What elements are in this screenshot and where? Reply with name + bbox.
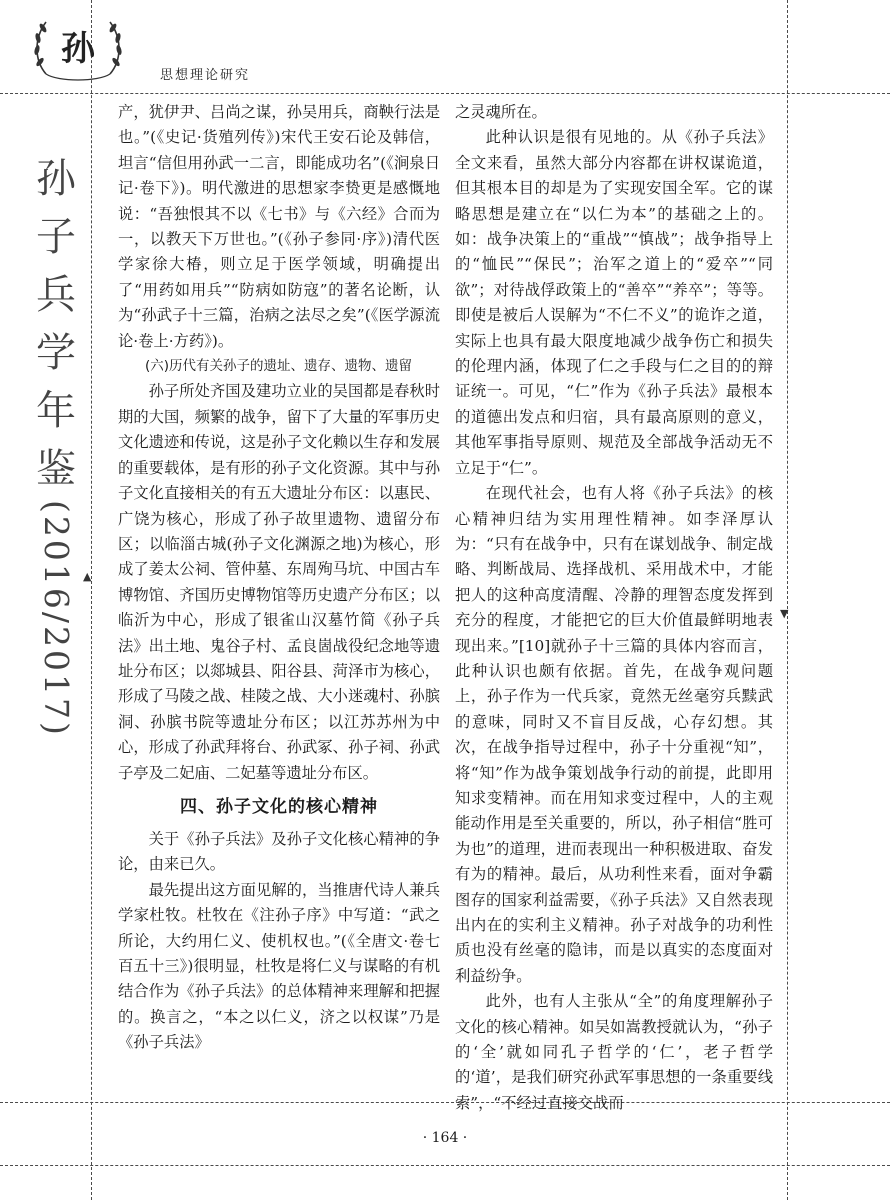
vertical-book-title [26,150,86,738]
left-dashed-line [91,0,92,1200]
triangle-up-icon: ▲ [83,570,92,583]
laurel-emblem-logo [28,10,128,88]
page-number: · 164 · [422,1130,468,1146]
paragraph: 之灵魂所在。 [455,103,547,121]
paragraph: 此外，也有人主张从“全”的角度理解孙子文化的核心精神。如吴如嵩教授就认为，“孙子的‘全’就如同孔子哲学的‘仁’，老子哲学的‘道’，是我们研究孙武军事思想的一条重要线索”，“不经过直接交战而 [455,992,773,1112]
title-char: 鉴 [36,446,76,492]
paragraph: 此种认识是很有见地的。从《孙子兵法》全文来看，虽然大部分内容都在讲权谋诡道，但其根本目的却是为了实现安国全军。它的谋略思想是建立在“以仁为本”的基础之上的。如：战争决策上的“重战”“慎战”；战争指导上的“恤民”“保民”；治军之道上的“爱卒”“同欲”；对待战俘政策上的“善卒”“养卒”；等等。即使是被后人误解为“不仁不义”的诡诈之道，实际上也具有最大限度地减少战争伤亡和损失的伦理内涵，体现了仁之手段与仁之目的的辩证统一。可见，“仁”作为《孙子兵法》最根本的道德出发点和归宿，具有最高原则的意义，其他军事指导原则、规范及全部战争活动无不立足于“仁”。 [455,128,773,477]
paragraph: 产，犹伊尹、吕尚之谋，孙吴用兵，商鞅行法是也。”(《史记·货殖列传》)宋代王安石论及韩信，坦言“信但用孙武一二言，即能成功名”(《涧泉日记·卷下》)。明代激进的思想家李贽更是感慨地说：“吾独恨其不以《七书》与《六经》合而为一，以教天下万世也。”(《孙子参同·序》)清代医学家徐大椿，则立足于医学领域，明确提出了“用药如用兵”“防病如防寇”的著名论断，认为“孙武子十三篇，治病之法尽之矣”(《医学源流论·卷上·方药》)。 [118,103,440,350]
triangle-down-icon: ▼ [780,607,789,620]
logo-glyph: 孙 [61,29,95,69]
bottom-dashed-line [0,1165,890,1166]
paragraph: 在现代社会，也有人将《孙子兵法》的核心精神归结为实用理性精神。如李泽厚认为：“只有在战争中，只有在谋划战争、制定战略、判断战局、选择战机、采用战术中，才能把人的这种高度清醒、冷静的理智态度发挥到充分的程度，才能把它的巨大价值最鲜明地表现出来。”[10]就孙子十三篇的具体内容而言，此种认识也颇有依据。首先，在战争观问题上，孙子作为一代兵家，竟然无丝毫穷兵黩武的意味，同时又不盲目反战，心存幻想。其次，在战争指导过程中，孙子十分重视“知”，将“知”作为战争策划战争行动的前提，此即用知求变精神。而在用知求变过程中，人的主观能动作用是至关重要的，所以，孙子相信“胜可为也”的道理，进而表现出一种积极进取、奋发有为的精神。最后，从功利性来看，面对争霸图存的国家利益需要，《孙子兵法》又自然表现出内在的实利主义精神。孙子对战争的功利性质也没有丝毫的隐讳，而是以真实的态度面对利益纷争。 [455,484,773,985]
title-char: 学 [36,330,76,376]
paragraph: 最先提出这方面见解的，当推唐代诗人兼兵学家杜牧。杜牧在《注孙子序》中写道：“武之所论，大约用仁义、使机权也。”(《全唐文·卷七百五十三》)很明显，杜牧是将仁义与谋略的有机结合作为《孙子兵法》的总体精神来理解和把握的。换言之，“本之以仁义，济之以权谋”乃是《孙子兵法》 [118,880,440,1052]
right-dashed-line [787,0,788,1200]
section-header-title: 思想理论研究 [160,68,251,83]
title-char: 子 [36,214,76,260]
title-char: 兵 [36,272,76,318]
paragraph: 孙子所处齐国及建功立业的吴国都是春秋时期的大国，频繁的战争，留下了大量的军事历史文化遗迹和传说，这是孙子文化赖以生存和发展的重要载体，是有形的孙子文化资源。其中与孙子文化直接相关的有五大遗址分布区：以惠民、广饶为核心，形成了孙子故里遗物、遗留分布区；以临淄古城(孙子文化渊源之地)为核心，形成了姜太公祠、管仲墓、东周殉马坑、中国古车博物馆、齐国历史博物馆等历史遗产分布区；以临沂为中心，形成了银雀山汉墓竹简《孙子兵法》出土地、鬼谷子村、孟良崮战役纪念地等遗址分布区；以郯城县、阳谷县、菏泽市为核心，形成了马陵之战、桂陵之战、大小迷魂村、孙膑洞、孙膑书院等遗址分布区；以江苏苏州为中心，形成了孙武拜将台、孙武冢、孙子祠、孙武子亭及二妃庙、二妃墓等遗址分布区。 [118,382,440,782]
title-year: (2016/2017) [37,500,76,738]
subheading: (六)历代有关孙子的遗址、遗存、遗物、遗留 [145,358,413,375]
title-char: 年 [36,388,76,434]
paragraph: 关于《孙子兵法》及孙子文化核心精神的争论，由来已久。 [118,829,440,874]
header-dashed-line [0,93,890,94]
right-text-column [455,100,773,1116]
section-heading: 四、孙子文化的核心精神 [180,796,378,817]
title-char: 孙 [36,156,76,202]
left-text-column [118,100,440,1056]
